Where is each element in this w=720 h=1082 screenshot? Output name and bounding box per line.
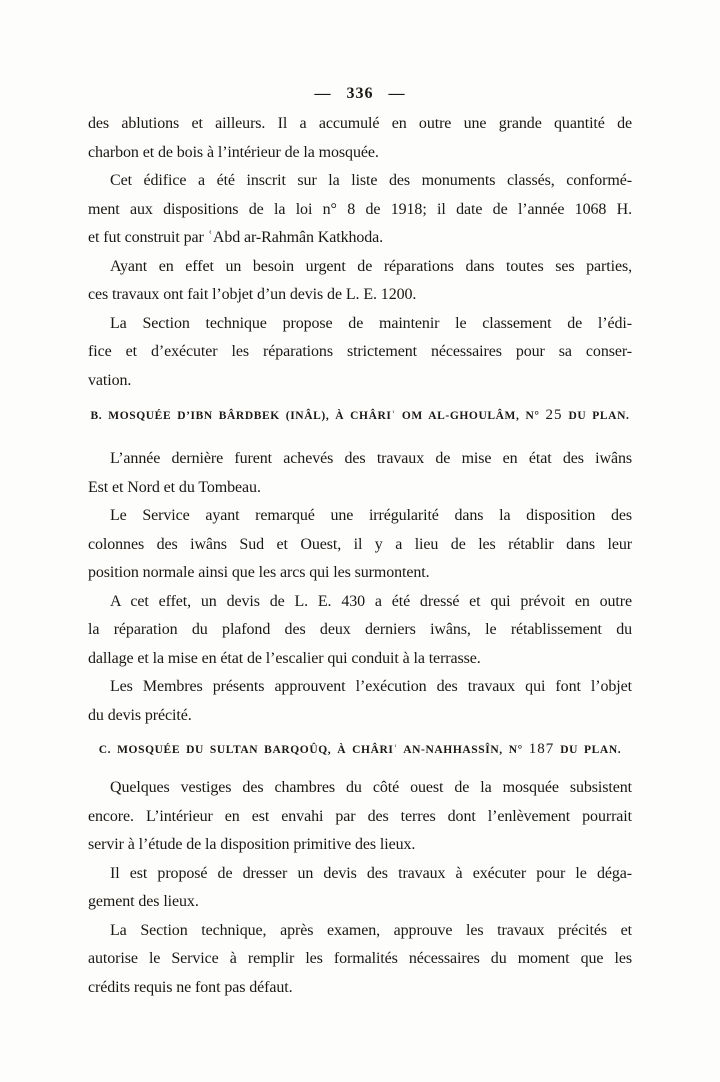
text-line: encore. L’intérieur en est envahi par des terres dont l’enlèvement pourrait xyxy=(88,807,632,825)
heading-text: DU PLAN. xyxy=(554,744,622,756)
text-line: L’année dernière furent achevés des travaux de mise en état des iwâns xyxy=(110,450,632,467)
text-line: Les Membres présents approuvent l’exécution des travaux qui font l’objet xyxy=(110,678,632,695)
text-line: fice et d’exécuter les réparations strictement nécessaires pour sa conser- xyxy=(88,343,632,360)
section-b xyxy=(88,445,632,730)
section-heading-b xyxy=(88,407,632,424)
text-line: Ayant en effet un besoin urgent de réparations dans toutes ses parties, xyxy=(110,257,632,275)
text-line: ment aux dispositions de la loi n° 8 de 1918; il date de l’année 1068 H. xyxy=(88,200,632,218)
heading-text: B. MOSQUÉE D’IBN BÂRDBEK (INÂL), À CHÂRIʿ OM AL-GHOULÂM, N° xyxy=(90,410,546,422)
text-line: A cet effet, un devis de L. E. 430 a été dressé et qui prévoit en outre xyxy=(110,592,632,610)
section-c xyxy=(88,774,632,1002)
text-line: colonnes des iwâns Sud et Ouest, il y a lieu de les rétablir dans leur xyxy=(88,535,632,553)
text-line: et fut construit par ʿAbd ar-Rahmân Katkhoda. xyxy=(88,229,384,246)
section-a xyxy=(88,110,632,395)
text-line: ces travaux ont fait l’objet d’un devis de L. E. 1200. xyxy=(88,286,417,303)
text-line: La Section technique, après examen, approuve les travaux précités et xyxy=(110,921,632,939)
text-line: Il est proposé de dresser un devis des travaux à exécuter pour le déga- xyxy=(110,864,632,882)
text-line: la réparation du plafond des deux derniers iwâns, le rétablissement du xyxy=(88,621,632,638)
text-line: La Section technique propose de maintenir le classement de l’édi- xyxy=(110,314,632,332)
heading-plan-number: 187 xyxy=(528,741,555,757)
text-line: gement des lieux. xyxy=(88,893,199,910)
text-line: Le Service ayant remarqué une irrégularité dans la disposition des xyxy=(110,507,632,524)
text-line: vation. xyxy=(88,371,132,389)
text-line: Est et Nord et du Tombeau. xyxy=(88,478,261,496)
text-line: position normale ainsi que les arcs qui les surmontent. xyxy=(88,564,430,581)
heading-text: C. MOSQUÉE DU SULTAN BARQOÛQ, À CHÂRIʿ AN-NAHHASSÎN, N° xyxy=(98,744,529,756)
text-line: du devis précité. xyxy=(88,706,192,724)
heading-text: DU PLAN. xyxy=(562,410,630,422)
heading-plan-number: 25 xyxy=(545,407,563,423)
text-line: dallage et la mise en état de l’escalier qui conduit à la terrasse. xyxy=(88,649,481,667)
text-line: autorise le Service à remplir les formalités nécessaires du moment que les xyxy=(88,950,632,967)
text-line: servir à l’étude de la disposition primitive des lieux. xyxy=(88,836,416,853)
section-heading-c xyxy=(88,741,632,758)
page-number-header: — 336 — xyxy=(314,85,406,102)
text-line: des ablutions et ailleurs. Il a accumulé en outre une grande quantité de xyxy=(88,115,632,132)
text-line: crédits requis ne font pas défaut. xyxy=(88,978,293,996)
text-line: Quelques vestiges des chambres du côté ouest de la mosquée subsistent xyxy=(110,779,632,796)
text-line: Cet édifice a été inscrit sur la liste des monuments classés, conformé- xyxy=(110,172,632,189)
text-line: charbon et de bois à l’intérieur de la mosquée. xyxy=(88,143,379,161)
